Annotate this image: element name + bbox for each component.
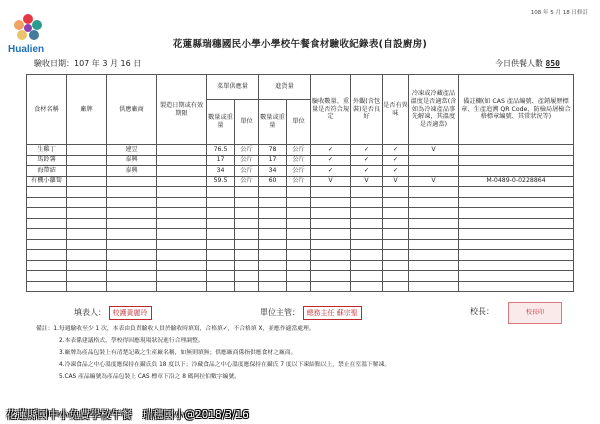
cell-remark: [459, 155, 574, 166]
col-recv-qty: 數量或重量: [259, 100, 287, 145]
cell-ounit: 公斤: [235, 176, 259, 187]
cell-vendor: [107, 271, 157, 282]
table-row: [27, 229, 574, 240]
cell-oqty: 59.5: [207, 176, 235, 187]
cell-c1: [311, 229, 351, 240]
note-5: 5.CAS 產品編號為產品包裝上 CAS 標章下沿之 8 碼阿拉伯數字編號。: [59, 374, 240, 380]
col-recv-unit: 單位: [287, 100, 311, 145]
cell-brand: [67, 176, 107, 187]
filler-label: 填表人：: [74, 308, 106, 317]
cell-c2: ✓: [351, 145, 383, 156]
table-row: [27, 166, 574, 177]
cell-brand: [67, 187, 107, 198]
cell-brand: [67, 260, 107, 271]
cell-c3: ✓: [383, 166, 409, 177]
cell-ounit: 公斤: [235, 145, 259, 156]
cell-c1: V: [311, 176, 351, 187]
cell-c2: V: [351, 176, 383, 187]
note-3: 3.廠牌為產品包裝上有清楚記載之生產廠名稱，如無則填無；供應廠商係指供應食材之廠商。: [59, 350, 297, 356]
cell-mfg: [157, 260, 207, 271]
cell-c3: [383, 218, 409, 229]
cell-vendor: [107, 281, 157, 292]
cell-c4: [409, 208, 459, 219]
cell-remark: [459, 239, 574, 250]
cell-runit: 公斤: [287, 145, 311, 156]
cell-ounit: 公斤: [235, 166, 259, 177]
cell-c4: [409, 187, 459, 198]
table-row: [27, 250, 574, 261]
cell-brand: [67, 281, 107, 292]
cell-c3: [383, 281, 409, 292]
cell-vendor: 建昱: [107, 145, 157, 156]
cell-c2: [351, 187, 383, 198]
cell-c2: [351, 239, 383, 250]
cell-c1: [311, 250, 351, 261]
col-recv-group: 進貨量: [259, 75, 311, 100]
cell-mfg: [157, 166, 207, 177]
cell-oqty: [207, 229, 235, 240]
cell-runit: 公斤: [287, 176, 311, 187]
cell-c3: [383, 239, 409, 250]
cell-remark: [459, 187, 574, 198]
cell-c1: ✓: [311, 155, 351, 166]
cell-c1: ✓: [311, 145, 351, 156]
cell-ounit: [235, 187, 259, 198]
cell-ounit: [235, 229, 259, 240]
cell-oqty: [207, 197, 235, 208]
page-title: 花蓮縣瑞穗國民小學小學校午餐食材驗收紀錄表(自設廚房): [172, 39, 428, 50]
cell-brand: [67, 166, 107, 177]
cell-c1: [311, 187, 351, 198]
cell-rqty: [259, 218, 287, 229]
note-1: 備註：1.每週驗收至少 1 次，本表由負責驗收人員於驗收時填寫，合格填✓，不合格填 X，並應作適當處理。: [36, 326, 315, 332]
cell-ounit: [235, 260, 259, 271]
supervisor-stamp: 總務主任 蘇宗聖: [303, 306, 362, 320]
cell-c1: [311, 197, 351, 208]
cell-runit: [287, 208, 311, 219]
photo-caption: 花蓮縣國中小免費學校午餐 瑞穗國小@2018/3/16: [6, 409, 249, 421]
cell-vendor: [107, 239, 157, 250]
cell-food: 海帶結: [27, 166, 67, 177]
cell-runit: [287, 239, 311, 250]
cell-vendor: [107, 176, 157, 187]
table-row: [27, 260, 574, 271]
col-vendor: 供應廠商: [107, 75, 157, 145]
meal-count-value: 850: [545, 59, 560, 68]
principal-stamp: 校長印: [508, 302, 562, 324]
cell-mfg: [157, 229, 207, 240]
cell-rqty: 60: [259, 176, 287, 187]
cell-ounit: [235, 218, 259, 229]
cell-oqty: 34: [207, 166, 235, 177]
logo-text: Hualien: [8, 44, 45, 55]
cell-vendor: [107, 208, 157, 219]
col-brand: 廠牌: [67, 75, 107, 145]
cell-runit: [287, 250, 311, 261]
meal-count-label: 今日供餐人數: [495, 59, 543, 68]
cell-rqty: [259, 260, 287, 271]
cell-brand: [67, 145, 107, 156]
cell-runit: 公斤: [287, 166, 311, 177]
col-mfg-date: 製造日期或有效期限: [157, 75, 207, 145]
cell-c3: [383, 187, 409, 198]
table-row: [27, 239, 574, 250]
cell-mfg: [157, 145, 207, 156]
cell-c2: [351, 218, 383, 229]
col-qty-check: 驗收數量、重量是否符合規定: [311, 75, 351, 145]
cell-ounit: [235, 208, 259, 219]
cell-runit: 公斤: [287, 155, 311, 166]
cell-remark: [459, 218, 574, 229]
cell-c4: [409, 155, 459, 166]
filler-signature: [74, 306, 152, 320]
cell-food: [27, 250, 67, 261]
cell-oqty: [207, 271, 235, 282]
cell-c4: [409, 260, 459, 271]
col-temp: 冷凍或冷藏產品溫度是否適當(含如為冷凍產品事先解凍，其溫度是否適當): [409, 75, 459, 145]
cell-c1: [311, 218, 351, 229]
cell-food: [27, 197, 67, 208]
cell-mfg: [157, 197, 207, 208]
cell-c4: [409, 250, 459, 261]
cell-food: [27, 281, 67, 292]
table-row: [27, 187, 574, 198]
table-row: [27, 218, 574, 229]
cell-ounit: [235, 250, 259, 261]
filler-stamp: 校護黃麗玲: [109, 306, 152, 320]
cell-runit: [287, 271, 311, 282]
cell-remark: [459, 250, 574, 261]
principal-signature: [470, 306, 494, 317]
cell-remark: [459, 166, 574, 177]
cell-vendor: 泰興: [107, 166, 157, 177]
cell-vendor: [107, 218, 157, 229]
cell-vendor: [107, 229, 157, 240]
cell-ounit: [235, 281, 259, 292]
cell-c2: ✓: [351, 166, 383, 177]
cell-oqty: 17: [207, 155, 235, 166]
cell-food: [27, 208, 67, 219]
cell-mfg: [157, 155, 207, 166]
cell-oqty: [207, 281, 235, 292]
cell-c3: [383, 250, 409, 261]
cell-c3: [383, 208, 409, 219]
cell-c3: [383, 197, 409, 208]
table-row: [27, 197, 574, 208]
table-row: [27, 208, 574, 219]
cell-oqty: [207, 218, 235, 229]
cell-food: 馬鈴薯: [27, 155, 67, 166]
cell-c2: [351, 197, 383, 208]
col-order-qty: 數量或重量: [207, 100, 235, 145]
cell-c4: [409, 197, 459, 208]
cell-c1: [311, 281, 351, 292]
cell-rqty: 78: [259, 145, 287, 156]
principal-label: 校長：: [470, 307, 494, 316]
cell-oqty: [207, 260, 235, 271]
cell-c4: V: [409, 145, 459, 156]
cell-mfg: [157, 271, 207, 282]
cell-c2: [351, 281, 383, 292]
table-row: [27, 155, 574, 166]
cell-runit: [287, 281, 311, 292]
cell-c2: [351, 271, 383, 282]
inspection-date: 驗收日期：107 年 3 月 16 日: [34, 59, 142, 68]
cell-rqty: 34: [259, 166, 287, 177]
col-appearance: 外觀(含包裝)是否良好: [351, 75, 383, 145]
cell-ounit: [235, 197, 259, 208]
cell-brand: [67, 239, 107, 250]
note-4: 4.冷凍食品之中心溫度應保持在攝氏負 18 度以下；冷藏食品之中心溫度應保持在攝氏 7 度以下凍結點以上，禁止在室溫下解凍。: [59, 362, 391, 368]
cell-remark: [459, 229, 574, 240]
cell-oqty: [207, 250, 235, 261]
cell-brand: [67, 271, 107, 282]
cell-rqty: [259, 187, 287, 198]
cell-mfg: [157, 239, 207, 250]
cell-oqty: [207, 187, 235, 198]
cell-c3: [383, 229, 409, 240]
cell-rqty: [259, 229, 287, 240]
cell-mfg: [157, 208, 207, 219]
cell-remark: [459, 281, 574, 292]
cell-c1: [311, 208, 351, 219]
cell-c4: [409, 239, 459, 250]
cell-c4: V: [409, 176, 459, 187]
cell-c4: [409, 271, 459, 282]
cell-c3: [383, 271, 409, 282]
cell-runit: [287, 197, 311, 208]
cell-vendor: [107, 250, 157, 261]
meal-count: [495, 58, 560, 69]
cell-ounit: 公斤: [235, 155, 259, 166]
cell-food: [27, 260, 67, 271]
cell-c2: [351, 229, 383, 240]
cell-remark: [459, 197, 574, 208]
inspection-table: [26, 74, 574, 292]
cell-vendor: [107, 260, 157, 271]
notes: [36, 323, 576, 383]
cell-brand: [67, 197, 107, 208]
cell-runit: [287, 187, 311, 198]
cell-remark: [459, 260, 574, 271]
cell-remark: [459, 271, 574, 282]
cell-food: [27, 229, 67, 240]
cell-c4: [409, 218, 459, 229]
cell-c3: ✓: [383, 155, 409, 166]
cell-brand: [67, 229, 107, 240]
cell-food: [27, 218, 67, 229]
table-row: [27, 281, 574, 292]
cell-ounit: [235, 271, 259, 282]
table-row: [27, 176, 574, 187]
cell-remark: [459, 145, 574, 156]
cell-runit: [287, 229, 311, 240]
cell-vendor: 泰興: [107, 155, 157, 166]
table-row: [27, 145, 574, 156]
cell-remark: [459, 208, 574, 219]
supervisor-label: 單位主管：: [260, 308, 300, 317]
cell-remark: M-0489-0-0228864: [459, 176, 574, 187]
supervisor-signature: [260, 306, 362, 320]
cell-brand: [67, 218, 107, 229]
cell-rqty: 17: [259, 155, 287, 166]
cell-brand: [67, 250, 107, 261]
cell-c4: [409, 281, 459, 292]
cell-oqty: [207, 239, 235, 250]
note-2: 2.本表係建議格式，學校得因應現場狀況進行合理調整。: [59, 338, 204, 344]
cell-rqty: [259, 197, 287, 208]
cell-vendor: [107, 187, 157, 198]
cell-c1: [311, 239, 351, 250]
col-order-unit: 單位: [235, 100, 259, 145]
col-smell: 是否有異味: [383, 75, 409, 145]
cell-food: 生雞丁: [27, 145, 67, 156]
cell-rqty: [259, 239, 287, 250]
cell-rqty: [259, 250, 287, 261]
cell-food: [27, 239, 67, 250]
col-order-group: 菜單供應量: [207, 75, 259, 100]
cell-rqty: [259, 208, 287, 219]
cell-c1: [311, 271, 351, 282]
cell-c4: [409, 229, 459, 240]
cell-food: [27, 271, 67, 282]
cell-runit: [287, 218, 311, 229]
table-row: [27, 271, 574, 282]
cell-c2: ✓: [351, 155, 383, 166]
cell-c2: [351, 250, 383, 261]
cell-c3: [383, 260, 409, 271]
cell-runit: [287, 260, 311, 271]
cell-c2: [351, 260, 383, 271]
cell-c1: [311, 260, 351, 271]
col-remark: 備註欄(如 CAS 產品編號、產銷履歷標章、生產追溯 QR Code、防檢局屠檢合格標章編號、其常狀況等): [459, 75, 574, 145]
cell-c1: ✓: [311, 166, 351, 177]
revision-date: 108 年 5 月 18 日修訂: [530, 10, 588, 16]
cell-oqty: 76.5: [207, 145, 235, 156]
cell-ounit: [235, 239, 259, 250]
cell-c3: V: [383, 176, 409, 187]
cell-oqty: [207, 208, 235, 219]
cell-c3: ✓: [383, 145, 409, 156]
cell-food: [27, 187, 67, 198]
cell-food: 有機小蘿蔔: [27, 176, 67, 187]
cell-rqty: [259, 281, 287, 292]
cell-brand: [67, 208, 107, 219]
cell-brand: [67, 155, 107, 166]
cell-mfg: [157, 187, 207, 198]
cell-rqty: [259, 271, 287, 282]
cell-mfg: [157, 176, 207, 187]
cell-mfg: [157, 218, 207, 229]
cell-c2: [351, 208, 383, 219]
cell-mfg: [157, 281, 207, 292]
cell-c4: [409, 166, 459, 177]
col-food: 食材名稱: [27, 75, 67, 145]
cell-mfg: [157, 250, 207, 261]
cell-vendor: [107, 197, 157, 208]
